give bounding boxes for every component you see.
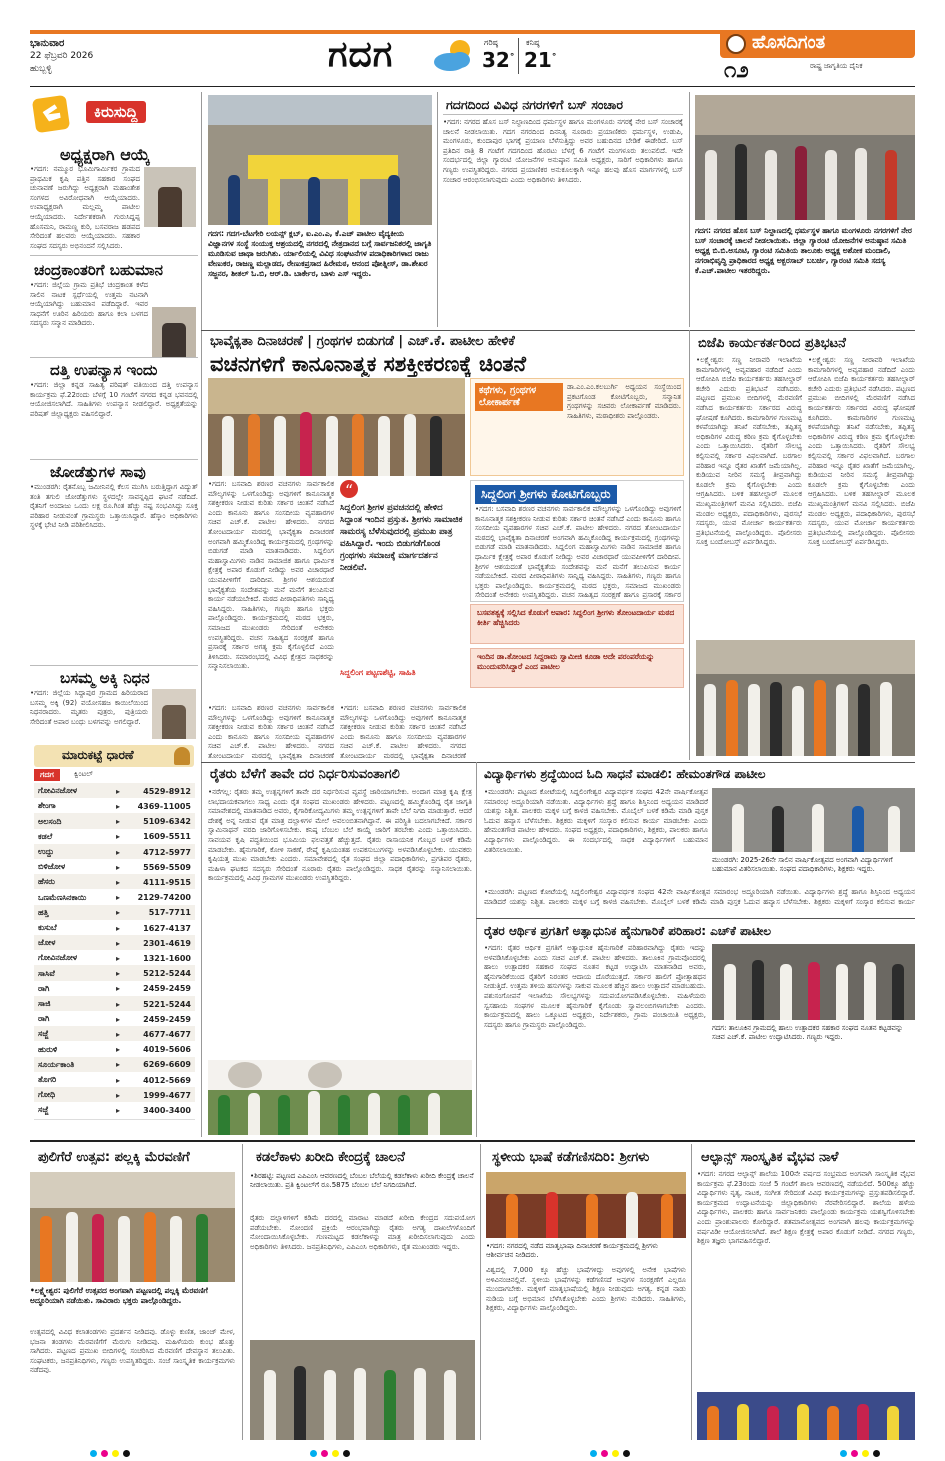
arrow-right-icon: ▸	[116, 862, 121, 872]
market-unit: ಕ್ವಿಂಟಲ್	[74, 770, 94, 778]
kirusuddi-column	[30, 95, 198, 740]
market-item-range: 517-7711	[148, 908, 191, 918]
market-item-range: 5221-5244	[143, 999, 191, 1009]
lead-body-col3: •ಗದಗ: ಬಸವಾದಿ ಶರಣರ ವಚನಗಳು ಸಾರ್ವಕಾಲಿಕ ಮೌಲ್ಯಗಳನ್ನು ಒಳಗೊಂಡಿದ್ದು ಅವುಗಳಿಗೆ ಕಾನೂನಾತ್ಮಕ ಸಶಕ್ತೀಕರಣ ನೀಡುವ ಕುರಿತು ಸರ್ಕಾರ ಚಿಂತನೆ ನಡೆಸಿದೆ ಎಂದು ಕಾನೂನು ಹಾಗೂ ಸಂಸದೀಯ ವ್ಯವಹಾರಗಳ ಸಚಿವ ಎಚ್.ಕೆ. ಪಾಟೀಲ ಹೇಳಿದರು. ನಗರದ ತೋಂಟದಾರ್ಯ ಮಠದಲ್ಲಿ ಭಾವೈಕ್ಯತಾ ದಿನಾಚರಣೆ	[340, 704, 466, 760]
masthead	[0, 0, 945, 92]
gram-purchase-photo	[250, 1340, 475, 1440]
arrow-right-icon: ▸	[116, 1045, 121, 1055]
weather-partly-cloudy-icon	[430, 36, 478, 74]
news-brief-body-5: •ಗದಗ: ಜಿಲ್ಲೆಯ ಸಿದ್ದಾಪುರ ಗ್ರಾಮದ ಹಿರಿಯರಾದ ಬಸಮ್ಮ ಅಕ್ಕಿ (92) ವಯೋಸಹಜ ಕಾಯಿಲೆಯಿಂದ ನಿಧನರಾದರು. ಮೃತರು ಪುತ್ರರು, ಪುತ್ರಿಯರು ಸೇರಿದಂತೆ ಅಪಾರ ಬಂಧು ಬಳಗವನ್ನು ಅಗಲಿದ್ದಾರೆ.	[30, 689, 148, 726]
arrow-right-icon: ▸	[116, 999, 121, 1009]
market-item-name: ಒಣಮೆಣಸಿನಕಾಯಿ	[38, 892, 87, 902]
market-rates-panel	[30, 745, 198, 1135]
arrow-right-icon: ▸	[116, 1014, 121, 1024]
market-item-name: ಸಾಜಿ	[38, 999, 51, 1009]
temp-divider	[518, 38, 519, 74]
bjp-protest-photo	[696, 640, 915, 756]
registration-marks-far-right	[840, 1442, 884, 1461]
arrow-right-icon: ▸	[116, 908, 121, 918]
bottom-story-1-headline: ಪುಲಿಗೆರೆ ಉತ್ಸವ: ಪಲ್ಲಕ್ಕಿ ಮೆರವಣಿಗೆ	[38, 1150, 190, 1165]
district-title: ಗದಗ	[328, 34, 394, 75]
market-item-name: ಸೂರ್ಯಕಾಂತಿ	[38, 1059, 75, 1069]
sub-headline: ಸಿದ್ದಲಿಂಗ ಶ್ರೀಗಳು ಕೋಟಿಗೊಬ್ಬರು	[475, 485, 617, 504]
lead-event-photo	[208, 378, 465, 476]
farmers-meeting-photo	[208, 1060, 472, 1135]
market-item-name: ತೊಗರಿ	[38, 1075, 57, 1085]
market-item-range: 4369-11005	[137, 801, 191, 811]
market-item-name: ಹತ್ತಿ	[38, 907, 49, 917]
quote-mark-icon: “	[340, 480, 358, 498]
news-brief-title-5: ಬಸಮ್ಮ ಅಕ್ಕಿ ನಿಧನ	[60, 669, 150, 687]
max-temp: 32°	[482, 48, 515, 72]
market-item-range: 4019-5606	[143, 1045, 191, 1055]
market-item-range: 1609-5511	[143, 832, 191, 842]
students-headline: ವಿದ್ಯಾರ್ಥಿಗಳು ಶ್ರದ್ಧೆಯಿಂದ ಓದಿ ಸಾಧನೆ ಮಾಡಲಿ: ಹೇಮಂತಗೌಡ ಪಾಟೀಲ	[484, 767, 766, 781]
min-temp-label: ಕನಿಷ್ಠ	[526, 38, 540, 47]
lead-bullet-1: ಬಸವತತ್ವಕ್ಕೆ ಸಲ್ಲಿಸಿದ ಕೊಡುಗೆ ಅಪಾರ: ಸಿದ್ದಲಿಂಗ ಶ್ರೀಗಳು ತೋಂಟದಾರ್ಯ ಮಠದ ಕೀರ್ತಿ ಹೆಚ್ಚಿಸಿದರು	[477, 608, 675, 627]
market-item-range: 4012-5669	[143, 1075, 191, 1085]
hand-pointing-icon	[32, 95, 70, 133]
bottom-story-3	[486, 1146, 686, 1441]
book-launch-title: ಕಥೆಗಳು, ಗ್ರಂಥಗಳ ಲೋಕಾರ್ಪಣೆ	[475, 383, 563, 411]
news-brief-body-2: •ಗದಗ: ಜಿಲ್ಲೆಯ ಗ್ರಾಮ ಪ್ರತಿಭೆ ಚಂದ್ರಕಾಂತ ಕಳೆದ ಸಾಲಿನ ನಾಟಕ ಸ್ಪರ್ಧೆಯಲ್ಲಿ ಉತ್ತಮ ನಟನಾಗಿ ಆಯ್ಕೆಯಾಗಿದ್ದು ಬಹುಮಾನ ಪಡೆದಿದ್ದಾರೆ. ಇವರ ಸಾಧನೆಗೆ ಊರಿನ ಹಿರಿಯರು ಹಾಗೂ ಕಲಾ ಬಳಗದ ಸದಸ್ಯರು ಸನ್ಮಾನ ಮಾಡಿದರು.	[30, 281, 148, 328]
bjp-headline: ಬಿಜೆಪಿ ಕಾರ್ಯಕರ್ತರಿಂದ ಪ್ರತಿಭಟನೆ	[698, 336, 846, 351]
arrow-right-icon: ▸	[116, 923, 121, 933]
lead-headline: ವಚನಗಳಿಗೆ ಕಾನೂನಾತ್ಮಕ ಸಶಕ್ತೀಕರಣಕ್ಕೆ ಚಿಂತನೆ	[210, 352, 527, 376]
market-item-name: ಬಿಳಿಜೋಳ	[38, 862, 66, 872]
arrow-right-icon: ▸	[116, 1105, 121, 1115]
max-temp-label: ಗರಿಷ್ಠ	[484, 38, 498, 47]
market-item-name: ಉದ್ದು	[38, 847, 54, 857]
arrow-right-icon: ▸	[116, 877, 121, 887]
market-place-tag: ಗದಗ	[34, 769, 60, 781]
market-item-range: 4677-4677	[143, 1029, 191, 1039]
registration-marks-mid	[310, 1442, 354, 1461]
arrow-right-icon: ▸	[116, 801, 121, 811]
portrait-photo-3	[152, 689, 196, 739]
lead-bullets-box-2	[470, 648, 684, 688]
market-row	[34, 1102, 195, 1120]
issue-place: ಹುಬ್ಬಳ್ಳಿ	[30, 64, 52, 74]
brand-logo	[720, 30, 915, 58]
sub-story-box	[470, 480, 684, 602]
market-title: ಮಾರುಕಟ್ಟೆ ಧಾರಣೆ	[62, 748, 134, 762]
portrait-photo-2	[152, 307, 196, 357]
arrow-right-icon: ▸	[116, 817, 121, 827]
market-item-range: 5109-6342	[143, 817, 191, 827]
eye-donation-rally-photo	[208, 95, 432, 225]
students-caption: ಮುಂಡರಗಿ: 2025-26ನೇ ಸಾಲಿನ ವಾರ್ಷಿಕೋತ್ಸವದ ಅಂಗವಾಗಿ ವಿದ್ಯಾರ್ಥಿಗಳಿಗೆ ಬಹುಮಾನ ವಿತರಿಸಲಾಯಿತು. ಸಂಘದ ಪದಾಧಿಕಾರಿಗಳು, ಶಿಕ್ಷಕರು ಇದ್ದರು.	[712, 856, 893, 873]
market-item-name: ಕುಸುಬೆ	[38, 923, 57, 933]
brand-tagline: ರಾಷ್ಟ್ರ ಜಾಗೃತಿಯ ದೈನಿಕ	[810, 62, 863, 70]
market-item-range: 2459-2459	[143, 984, 191, 994]
bottom-story-3-caption: •ಗದಗ: ನಗರದಲ್ಲಿ ನಡೆದ ಮಾತೃಭಾಷಾ ದಿನಾಚರಣೆ ಕಾರ್ಯಕ್ರಮದಲ್ಲಿ ಶ್ರೀಗಳು ಆಶೀರ್ವಚನ ನೀಡಿದರು.	[486, 1242, 658, 1260]
book-launch-box	[470, 378, 684, 476]
bottom-story-1-body: ಉತ್ಸವದಲ್ಲಿ ವಿವಿಧ ಕಲಾತಂಡಗಳು ಪ್ರದರ್ಶನ ನೀಡಿದವು. ಡೊಳ್ಳು ಕುಣಿತ, ಜಾಂಜ್ ಮೇಳ, ಭಜನಾ ತಂಡಗಳು ಮೆರವಣಿಗೆಗೆ ಮೆರುಗು ನೀಡಿದವು. ಮಹಿಳೆಯರು ಕುಂಭ ಹೊತ್ತು ಸಾಗಿದರು. ಪಟ್ಟಣದ ಪ್ರಮುಖ ಬೀದಿಗಳಲ್ಲಿ ಸಂಚರಿಸಿದ ಮೆರವಣಿಗೆ ದೇವಸ್ಥಾನ ತಲುಪಿತು. ಸಂಘಟಕರು, ಜನಪ್ರತಿನಿಧಿಗಳು, ಗಣ್ಯರು ಉಪಸ್ಥಿತರಿದ್ದರು. ಸಂಜೆ ಸಾಂಸ್ಕೃತಿಕ ಕಾರ್ಯಕ್ರಮಗಳು ನಡೆದವು.	[30, 1328, 235, 1375]
market-item-range: 4529-8912	[143, 786, 191, 796]
kirusuddi-header	[30, 95, 198, 135]
bottom-story-4	[697, 1146, 915, 1441]
market-item-name: ರಾಗಿ	[38, 983, 50, 993]
news-brief-title-4: ಜೋಡೆತ್ತುಗಳ ಸಾವು	[50, 463, 146, 481]
lead-bullets-box	[470, 604, 684, 644]
eye-donation-caption: ಗದಗ: ಗದಗ-ಬೆಟಗೇರಿ ಲಯನ್ಸ್ ಕ್ಲಬ್, ಐ.ಎಂ.ಎ, ಕೆ.ಎಚ್ ಪಾಟೀಲ ವೈದ್ಯಕೀಯ ವಿಜ್ಞಾನಗಳ ಸಂಸ್ಥೆ ಸಂಯುಕ್ತ ಆಶ್ರಯದಲ್ಲಿ ನಗರದಲ್ಲಿ ನೇತ್ರದಾನದ ಬಗ್ಗೆ ಸಾರ್ವಜನಿಕರಲ್ಲಿ ಜಾಗೃತಿ ಮೂಡಿಸುವ ಜಾಥಾ ಜರುಗಿತು. ರ್ಯಾಲಿಯಲ್ಲಿ ವಿವಿಧ ಸಂಘಟನೆಗಳ ಪದಾಧಿಕಾರಿಗಳಾದ ರಾಜು ವೇಣುಕರ, ರಾಜಣ್ಣ ಮಲ್ಲಾಡದ, ರೇಣುಕಪ್ರಸಾದ ಹಿರೇಮಠ, ಆನಂದ ಪೋತ್ನೀಸ್, ಡಾ.ಶೇಖರ ಸಜ್ಜನರ, ಶೀತಲ್ ಓ.ಬಿ, ಆರ್.ಡಿ. ಬಾರ್ಕೇರ, ಬಾಳು ಎಸ್ ಇದ್ದರು.	[208, 229, 432, 278]
students-body-cont: •ಮುಂಡರಗಿ: ಪಟ್ಟಣದ ಕೋಟೆಯಲ್ಲಿ ಸಿದ್ದಲಿಂಗೇಶ್ವರ ವಿದ್ಯಾವರ್ಧಕ ಸಂಘದ 42ನೇ ವಾರ್ಷಿಕೋತ್ಸವ ಸಮಾರಂಭ ಅದ್ಧೂರಿಯಾಗಿ ನಡೆಯಿತು. ವಿದ್ಯಾರ್ಥಿಗಳು ಶ್ರದ್ಧೆ ಹಾಗೂ ಶಿಸ್ತಿನಿಂದ ಅಧ್ಯಯನ ಮಾಡಿದರೆ ಯಶಸ್ಸು ನಿಶ್ಚಿತ. ಪಾಲಕರು ಮಕ್ಕಳ ಬಗ್ಗೆ ಕಾಳಜಿ ವಹಿಸಬೇಕು. ಮೊಬೈಲ್ ಬಳಕೆ ಕಡಿಮೆ ಮಾಡಿ ಪುಸ್ತಕ ಓದುವ ಹವ್ಯಾಸ ಬೆಳೆಸಬೇಕು. ಶಿಕ್ಷಕರು ಮಕ್ಕಳಿಗೆ ಸಂಸ್ಕಾರ ಕಲಿಸುವ ಕಾರ್ಯ	[484, 888, 915, 906]
lead-body-col2: •ಗದಗ: ಬಸವಾದಿ ಶರಣರ ವಚನಗಳು ಸಾರ್ವಕಾಲಿಕ ಮೌಲ್ಯಗಳನ್ನು ಒಳಗೊಂಡಿದ್ದು ಅವುಗಳಿಗೆ ಕಾನೂನಾತ್ಮಕ ಸಶಕ್ತೀಕರಣ ನೀಡುವ ಕುರಿತು ಸರ್ಕಾರ ಚಿಂತನೆ ನಡೆಸಿದೆ ಎಂದು ಕಾನೂನು ಹಾಗೂ ಸಂಸದೀಯ ವ್ಯವಹಾರಗಳ ಸಚಿವ ಎಚ್.ಕೆ. ಪಾಟೀಲ ಹೇಳಿದರು. ನಗರದ ತೋಂಟದಾರ್ಯ ಮಠದಲ್ಲಿ ಭಾವೈಕ್ಯತಾ ದಿನಾಚರಣೆ	[208, 704, 334, 760]
bus-story-headline: ಗದಗದಿಂದ ವಿವಿಧ ನಗರಗಳಿಗೆ ಬಸ್ ಸಂಚಾರ	[446, 97, 623, 112]
arrow-right-icon: ▸	[116, 1029, 121, 1039]
bottom-story-1	[30, 1146, 235, 1441]
language-day-photo	[486, 1172, 686, 1238]
market-item-range: 1999-4677	[143, 1090, 191, 1100]
dairy-body: •ಗದಗ: ರೈತರ ಆರ್ಥಿಕ ಪ್ರಗತಿಗೆ ಅತ್ಯಾಧುನಿಕ ಹೈನುಗಾರಿಕೆ ಪರಿಹಾರವಾಗಿದ್ದು ರೈತರು ಇದನ್ನು ಅಳವಡಿಸಿಕೊಳ್ಳಬೇಕು ಎಂದು ಸಚಿವ ಎಚ್.ಕೆ. ಪಾಟೀಲ ಹೇಳಿದರು. ತಾಲೂಕಿನ ಗ್ರಾಮವೊಂದರಲ್ಲಿ ಹಾಲು ಉತ್ಪಾದಕರ ಸಹಕಾರ ಸಂಘದ ನೂತನ ಕಟ್ಟಡ ಉದ್ಘಾಟಿಸಿ ಮಾತನಾಡಿದ ಅವರು, ಹೈನುಗಾರಿಕೆಯಿಂದ ರೈತರಿಗೆ ನಿರಂತರ ಆದಾಯ ದೊರೆಯುತ್ತದೆ. ಸರ್ಕಾರ ಹಾಲಿಗೆ ಪ್ರೋತ್ಸಾಹಧನ ನೀಡುತ್ತಿದೆ. ಉತ್ತಮ ತಳಿಯ ಹಸುಗಳನ್ನು ಸಾಕುವ ಮೂಲಕ ಹೆಚ್ಚಿನ ಹಾಲು ಉತ್ಪಾದನೆ ಮಾಡಬಹುದು. ಪಶುಸಂಗೋಪನೆ ಇಲಾಖೆಯ ಸೌಲಭ್ಯಗಳನ್ನು ಸದುಪಯೋಗಪಡಿಸಿಕೊಳ್ಳಬೇಕು. ಮಹಿಳೆಯರು ಸ್ವಸಹಾಯ ಸಂಘಗಳ ಮೂಲಕ ಹೈನುಗಾರಿಕೆ ಕೈಗೊಂಡು ಸ್ವಾವಲಂಬಿಗಳಾಗಬೇಕು ಎಂದರು. ಕಾರ್ಯಕ್ರಮದಲ್ಲಿ ಹಾಲು ಒಕ್ಕೂಟದ ಅಧ್ಯಕ್ಷರು, ನಿರ್ದೇಶಕರು, ಗ್ರಾಮ ಪಂಚಾಯಿತಿ ಅಧ್ಯಕ್ಷರು, ಸದಸ್ಯರು ಹಾಗೂ ಗ್ರಾಮಸ್ಥರು ಪಾಲ್ಗೊಂಡಿದ್ದರು.	[484, 944, 706, 1029]
registration-marks-right	[590, 1442, 634, 1461]
market-item-name: ಅಲಸಂದಿ	[38, 816, 62, 826]
dairy-caption: ಗದಗ: ತಾಲೂಕಿನ ಗ್ರಾಮದಲ್ಲಿ ಹಾಲು ಉತ್ಪಾದಕರ ಸಹಕಾರ ಸಂಘದ ನೂತನ ಕಟ್ಟಡವನ್ನು ಸಚಿವ ಎಚ್.ಕೆ. ಪಾಟೀಲ ಉದ್ಘಾಟಿಸಿದರು. ಗಣ್ಯರು ಇದ್ದರು.	[712, 1024, 903, 1042]
market-item-range: 2129-74200	[137, 893, 191, 903]
arrow-right-icon: ▸	[116, 969, 121, 979]
dairy-headline: ರೈತರ ಆರ್ಥಿಕ ಪ್ರಗತಿಗೆ ಅತ್ಯಾಧುನಿಕ ಹೈನುಗಾರಿಕೆ ಪರಿಹಾರ: ಎಚ್‌ಕೆ ಪಾಟೀಲ	[484, 924, 772, 938]
market-item-range: 5212-5244	[143, 969, 191, 979]
market-header	[34, 745, 194, 767]
market-item-name: ಸಜ್ಜೆ	[38, 1105, 49, 1115]
bottom-story-2-headline: ಕಡಲೆಕಾಳು ಖರೀದಿ ಕೇಂದ್ರಕ್ಕೆ ಚಾಲನೆ	[256, 1150, 405, 1165]
sub-story-body: •ಗದಗ: ಬಸವಾದಿ ಶರಣರ ವಚನಗಳು ಸಾರ್ವಕಾಲಿಕ ಮೌಲ್ಯಗಳನ್ನು ಒಳಗೊಂಡಿದ್ದು ಅವುಗಳಿಗೆ ಕಾನೂನಾತ್ಮಕ ಸಶಕ್ತೀಕರಣ ನೀಡುವ ಕುರಿತು ಸರ್ಕಾರ ಚಿಂತನೆ ನಡೆಸಿದೆ ಎಂದು ಕಾನೂನು ಹಾಗೂ ಸಂಸದೀಯ ವ್ಯವಹಾರಗಳ ಸಚಿವ ಎಚ್.ಕೆ. ಪಾಟೀಲ ಹೇಳಿದರು. ನಗರದ ತೋಂಟದಾರ್ಯ ಮಠದಲ್ಲಿ ಭಾವೈಕ್ಯತಾ ದಿನಾಚರಣೆ ಅಂಗವಾಗಿ ಹಮ್ಮಿಕೊಂಡಿದ್ದ ಕಾರ್ಯಕ್ರಮದಲ್ಲಿ ಗ್ರಂಥಗಳನ್ನು ಬಿಡುಗಡೆ ಮಾಡಿ ಮಾತನಾಡಿದರು. ಸಿದ್ದಲಿಂಗ ಮಹಾಸ್ವಾಮಿಗಳು ನಾಡಿನ ಸಾಮಾಜಿಕ ಹಾಗೂ ಧಾರ್ಮಿಕ ಕ್ಷೇತ್ರಕ್ಕೆ ಅಪಾರ ಕೊಡುಗೆ ನೀಡಿದ್ದು ಅವರ ವಿಚಾರಧಾರೆ ಯುವಪೀಳಿಗೆಗೆ ದಾರಿದೀಪ. ಶ್ರೀಗಳ ಆಶಯದಂತೆ ಭಾವೈಕ್ಯತೆಯ ಸಂದೇಶವನ್ನು ಮನೆ ಮನೆಗೆ ತಲುಪಿಸುವ ಕಾರ್ಯ ನಡೆಯಬೇಕಿದೆ. ಮಠದ ಪೀಠಾಧಿಪತಿಗಳು ಸಾನ್ನಿಧ್ಯ ವಹಿಸಿದ್ದರು. ಸಾಹಿತಿಗಳು, ಗಣ್ಯರು ಹಾಗೂ ಭಕ್ತರು ಪಾಲ್ಗೊಂಡಿದ್ದರು. ಕಾರ್ಯಕ್ರಮದಲ್ಲಿ ಮಠದ ಭಕ್ತರು, ಸಮಾಜದ ಮುಖಂಡರು ಸೇರಿದಂತೆ ಅನೇಕರು ಉಪಸ್ಥಿತರಿದ್ದರು. ವಚನ ಸಾಹಿತ್ಯದ ಸಂರಕ್ಷಣೆ ಹಾಗೂ ಪ್ರಸಾರಕ್ಕೆ ಸರ್ಕಾರ	[475, 505, 681, 599]
farmers-body: •ನರೆಗಲ್ಲ: ರೈತರು ತಮ್ಮ ಉತ್ಪನ್ನಗಳಿಗೆ ತಾವೇ ದರ ನಿರ್ಧರಿಸುವ ವ್ಯವಸ್ಥೆ ಜಾರಿಯಾಗಬೇಕು. ಅಂದಾಗ ಮಾತ್ರ ಕೃಷಿ ಕ್ಷೇತ್ರ ಲಾಭದಾಯಕವಾಗಲು ಸಾಧ್ಯ ಎಂದು ರೈತ ಸಂಘದ ಮುಖಂಡರು ಹೇಳಿದರು. ಪಟ್ಟಣದಲ್ಲಿ ಹಮ್ಮಿಕೊಂಡಿದ್ದ ರೈತ ಜಾಗೃತಿ ಸಮಾವೇಶದಲ್ಲಿ ಮಾತನಾಡಿದ ಅವರು, ಕೈಗಾರಿಕೋದ್ಯಮಿಗಳು ತಮ್ಮ ಉತ್ಪನ್ನಗಳಿಗೆ ತಾವೇ ಬೆಲೆ ನಿಗದಿ ಮಾಡುತ್ತಾರೆ. ಆದರೆ ದೇಶಕ್ಕೆ ಅನ್ನ ನೀಡುವ ರೈತ ಮಾತ್ರ ದಲ್ಲಾಳಿಗಳ ಮೇಲೆ ಅವಲಂಬಿತನಾಗಿದ್ದಾನೆ. ಈ ಪರಿಸ್ಥಿತಿ ಬದಲಾಗಬೇಕಿದೆ. ಸರ್ಕಾರ ಸ್ವಾಮಿನಾಥನ್ ವರದಿ ಜಾರಿಗೊಳಿಸಬೇಕು. ಕನಿಷ್ಠ ಬೆಂಬಲ ಬೆಲೆ ಕಾಯ್ದೆ ಜಾರಿಗೆ ತರಬೇಕು ಎಂದು ಒತ್ತಾಯಿಸಿದರು. ಸಾವಯವ ಕೃಷಿ ಪದ್ಧತಿಯಿಂದ ಭೂಮಿಯ ಫಲವತ್ತತೆ ಹೆಚ್ಚುತ್ತದೆ. ರೈತರು ರಾಸಾಯನಿಕ ಗೊಬ್ಬರ ಬಳಕೆ ಕಡಿಮೆ ಮಾಡಬೇಕು. ಹೈನುಗಾರಿಕೆ, ಕೋಳಿ ಸಾಕಣೆ, ರೇಷ್ಮೆ ಕೃಷಿಯಂತಹ ಉಪಕಸುಬುಗಳನ್ನು ಅಳವಡಿಸಿಕೊಳ್ಳಬೇಕು. ಯುವಕರು ಕೃಷಿಯತ್ತ ಮುಖ ಮಾಡಬೇಕು ಎಂದರು. ಸಮಾವೇಶದಲ್ಲಿ ರೈತ ಸಂಘದ ಜಿಲ್ಲಾ ಪದಾಧಿಕಾರಿಗಳು, ಪ್ರಗತಿಪರ ರೈತರು, ಮಹಿಳಾ ಘಟಕದ ಸದಸ್ಯರು ಸೇರಿದಂತೆ ನೂರಾರು ರೈತರು ಪಾಲ್ಗೊಂಡಿದ್ದರು. ಸಾಧಕ ರೈತರನ್ನು ಸನ್ಮಾನಿಸಲಾಯಿತು. ಕಾರ್ಯಕ್ರಮದಲ್ಲಿ ವಿವಿಧ ಗ್ರಾಮಗಳ ಮುಖಂಡರು ಉಪಸ್ಥಿತರಿದ್ದರು.	[208, 788, 472, 883]
market-table	[0, 783, 200, 1173]
arrow-right-icon: ▸	[116, 847, 121, 857]
registration-marks-left	[90, 1442, 134, 1461]
lead-bullet-2: ಇಂದಿನ ಡಾ.ತೋಂಟದ ಸಿದ್ದರಾಮ ಸ್ವಾಮೀಜಿ ಕೂಡಾ ಅದೇ ಪರಂಪರೆಯನ್ನು ಮುಂದುವರಿಸಿದ್ದಾರೆ ಎಂದ ಪಾಟೀಲ	[477, 652, 655, 671]
palanquin-procession-photo	[30, 1172, 235, 1282]
book-launch-body: ಡಾ.ಎಂ.ಎಂ.ಕಲಬುರ್ಗಿ ಅಧ್ಯಯನ ಸಂಸ್ಥೆಯಿಂದ ಪ್ರಕಟಗೊಂಡ ಕೋಟಿಗೊಬ್ಬರು, ಸನ್ಮಾನಿತ ಗ್ರಂಥಗಳನ್ನು ಸಚಿವರು ಲೋಕಾರ್ಪಣೆ ಮಾಡಿದರು. ಸಾಹಿತಿಗಳು, ಮಠಾಧೀಶರು ಪಾಲ್ಗೊಂಡರು.	[567, 383, 681, 420]
min-temp: 21°	[524, 48, 557, 72]
students-award-photo	[712, 788, 915, 852]
arrow-right-icon: ▸	[116, 938, 121, 948]
bus-launch-photo	[695, 95, 915, 220]
market-item-name: ರಾಗಿ	[38, 1014, 50, 1024]
bjp-body-col1: •ಲಕ್ಷ್ಮೇಶ್ವರ: ಸಣ್ಣ ನೀರಾವರಿ ಇಲಾಖೆಯ ಕಾಮಗಾರಿಗಳಲ್ಲಿ ಅವ್ಯವಹಾರ ನಡೆದಿದೆ ಎಂದು ಆರೋಪಿಸಿ ಬಿಜೆಪಿ ಕಾರ್ಯಕರ್ತರು ತಹಸೀಲ್ದಾರ್ ಕಚೇರಿ ಎದುರು ಪ್ರತಿಭಟನೆ ನಡೆಸಿದರು. ಪಟ್ಟಣದ ಪ್ರಮುಖ ಬೀದಿಗಳಲ್ಲಿ ಮೆರವಣಿಗೆ ನಡೆಸಿದ ಕಾರ್ಯಕರ್ತರು ಸರ್ಕಾರದ ವಿರುದ್ಧ ಘೋಷಣೆ ಕೂಗಿದರು. ಕಾಮಗಾರಿಗಳ ಗುಣಮಟ್ಟ ಕಳಪೆಯಾಗಿದ್ದು ತನಿಖೆ ನಡೆಸಬೇಕು, ತಪ್ಪಿತಸ್ಥ ಅಧಿಕಾರಿಗಳ ವಿರುದ್ಧ ಕಠಿಣ ಕ್ರಮ ಕೈಗೊಳ್ಳಬೇಕು ಎಂದು ಒತ್ತಾಯಿಸಿದರು. ರೈತರಿಗೆ ಸೌಲಭ್ಯ ಕಲ್ಪಿಸುವಲ್ಲಿ ಸರ್ಕಾರ ವಿಫಲವಾಗಿದೆ. ಬರಗಾಲ ಪರಿಹಾರ ಇನ್ನೂ ರೈತರ ಖಾತೆಗೆ ಜಮೆಯಾಗಿಲ್ಲ. ಕುಡಿಯುವ ನೀರಿನ ಸಮಸ್ಯೆ ತೀವ್ರವಾಗಿದ್ದು ಕೂಡಲೇ ಕ್ರಮ ಕೈಗೊಳ್ಳಬೇಕು ಎಂದು ಆಗ್ರಹಿಸಿದರು. ಬಳಿಕ ತಹಸೀಲ್ದಾರ್ ಮೂಲಕ ಮುಖ್ಯಮಂತ್ರಿಗಳಿಗೆ ಮನವಿ ಸಲ್ಲಿಸಿದರು. ಬಿಜೆಪಿ ಮಂಡಲ ಅಧ್ಯಕ್ಷರು, ಪದಾಧಿಕಾರಿಗಳು, ಪುರಸಭೆ ಸದಸ್ಯರು, ಯುವ ಮೋರ್ಚಾ ಕಾರ್ಯಕರ್ತರು ಪ್ರತಿಭಟನೆಯಲ್ಲಿ ಪಾಲ್ಗೊಂಡಿದ್ದರು. ಪೊಲೀಸರು ಸೂಕ್ತ ಬಂದೋಬಸ್ತ್ ಏರ್ಪಡಿಸಿದ್ದರು.	[696, 356, 802, 547]
market-item-range: 6269-6609	[143, 1060, 191, 1070]
issue-day: ಭಾನುವಾರ	[30, 38, 65, 49]
news-brief-body-1: •ಗದಗ: ನಮ್ಮೂರ ಭೂಮಿಗಾರ್ಮಿಕರ ಗ್ರಾಮದ ಪ್ರಾಥಮಿಕ ಕೃಷಿ ಪತ್ತಿನ ಸಹಕಾರ ಸಂಘದ ಚುನಾವಣೆ ಜರುಗಿದ್ದು ಅಧ್ಯಕ್ಷರಾಗಿ ಮಹಾಂತೇಶ ಸಂಗಳದ ಅವಿರೋಧವಾಗಿ ಆಯ್ಕೆಯಾದರು. ಉಪಾಧ್ಯಕ್ಷರಾಗಿ ಮಲ್ಲಮ್ಮ ಪಾಟೀಲ ಆಯ್ಕೆಯಾದರು. ನಿರ್ದೇಶಕರಾಗಿ ಗುರುಸಿದ್ದಪ್ಪ ಹೊಸಮನಿ, ರಾಮಣ್ಣ ಕುರಿ, ಬಸವರಾಜ ಹಡಪದ ಸೇರಿದಂತೆ ಹಲವರು ಆಯ್ಕೆಯಾದರು. ಸಹಕಾರ ಸಂಘದ ಸದಸ್ಯರು ಅಭಿನಂದನೆ ಸಲ್ಲಿಸಿದರು.	[30, 165, 140, 250]
brand-name: ಹೊಸದಿಗಂತ	[752, 32, 826, 53]
pull-quote-text: ಸಿದ್ದಲಿಂಗ ಶ್ರೀಗಳ ಪ್ರವಚನದಲ್ಲಿ ಹೇಳಿದ ಸಿದ್ದಾಂತ ಇಂದಿನ ಪ್ರಸ್ತುತ. ಶ್ರೀಗಳು ಸಾಮಾಜಿಕ ಸಾಮರಸ್ಯ ಬೆಳೆಸುವುದರಲ್ಲಿ ಪ್ರಮುಖ ಪಾತ್ರ ವಹಿಸಿದ್ದಾರೆ. ಇಂದು ಬಿಡುಗಡೆಗೊಂಡ ಗ್ರಂಥಗಳು ಸಮಾಜಕ್ಕೆ ಮಾರ್ಗದರ್ಶನ ನೀಡಲಿವೆ.	[340, 503, 463, 573]
market-item-name: ಗೋಧಿ	[38, 1090, 56, 1100]
news-brief-body-3: •ಗದಗ: ಜಿಲ್ಲಾ ಕನ್ನಡ ಸಾಹಿತ್ಯ ಪರಿಷತ್ ವತಿಯಿಂದ ದತ್ತಿ ಉಪನ್ಯಾಸ ಕಾರ್ಯಕ್ರಮ ಫೆ.22ರಂದು ಬೆಳಗ್ಗೆ 10 ಗಂಟೆಗೆ ನಗರದ ಕನ್ನಡ ಭವನದಲ್ಲಿ ಆಯೋಜಿಸಲಾಗಿದೆ. ಸಾಹಿತಿಗಳು ಉಪನ್ಯಾಸ ನೀಡಲಿದ್ದಾರೆ. ಅಧ್ಯಕ್ಷತೆಯನ್ನು ಪರಿಷತ್ ಜಿಲ್ಲಾಧ್ಯಕ್ಷರು ವಹಿಸಲಿದ್ದಾರೆ.	[30, 381, 198, 418]
pull-quote	[340, 480, 466, 700]
bus-launch-caption: ಗದಗ: ನಗರದ ಹೊಸ ಬಸ್ ನಿಲ್ದಾಣದಲ್ಲಿ ಧರ್ಮಸ್ಥಳ ಹಾಗೂ ಮಂಗಳೂರು ನಗರಗಳಿಗೆ ನೇರ ಬಸ್ ಸಂಚಾರಕ್ಕೆ ಚಾಲನೆ ನೀಡಲಾಯಿತು. ಜಿಲ್ಲಾ ಗ್ಯಾರಂಟಿ ಯೋಜನೆಗಳ ಅನುಷ್ಠಾನ ಸಮಿತಿ ಅಧ್ಯಕ್ಷ ಬಿ.ಬಿ.ಅಸೂಟಿ, ಗ್ಯಾರಂಟಿ ಸಮಿತಿಯ ತಾಲೂಕು ಅಧ್ಯಕ್ಷ ಅಶೋಕ ಮಂದಾಲಿ, ನಗರಾಭಿವೃದ್ಧಿ ಪ್ರಾಧಿಕಾರದ ಅಧ್ಯಕ್ಷ ಅಕ್ಬರಸಾಬ್ ಬಬರ್ಚಿ, ಗ್ಯಾರಂಟಿ ಸಮಿತಿ ಸದಸ್ಯ ಕೆ.ಎಚ್.ಪಾಟೀಲ ಇತರರಿದ್ದರು.	[695, 226, 912, 275]
arrow-right-icon: ▸	[116, 832, 121, 842]
market-item-range: 3400-3400	[143, 1105, 191, 1115]
brand-emblem-icon	[726, 34, 746, 54]
market-item-range: 4712-5977	[143, 847, 191, 857]
portrait-photo-1	[144, 167, 196, 227]
market-item-range: 5569-5509	[143, 862, 191, 872]
market-item-name: ಗೋವಿನಜೋಳ	[38, 786, 78, 796]
bottom-story-4-body: •ಗದಗ: ನಗರದ ಆಲ್ಫಾನ್ಸ್ ಶಾಲೆಯ 100ನೇ ವರ್ಷದ ಸಂಭ್ರಮದ ಅಂಗವಾಗಿ ಸಾಂಸ್ಕೃತಿಕ ವೈಭವ ಕಾರ್ಯಕ್ರಮ ಫೆ.23ರಂದು ಸಂಜೆ 5 ಗಂಟೆಗೆ ಶಾಲಾ ಆವರಣದಲ್ಲಿ ನಡೆಯಲಿದೆ. 500ಕ್ಕೂ ಹೆಚ್ಚು ವಿದ್ಯಾರ್ಥಿಗಳು ನೃತ್ಯ, ನಾಟಕ, ಸಂಗೀತ ಸೇರಿದಂತೆ ವಿವಿಧ ಕಾರ್ಯಕ್ರಮಗಳನ್ನು ಪ್ರಸ್ತುತಪಡಿಸಲಿದ್ದಾರೆ. ಕಾರ್ಯಕ್ರಮದ ಉದ್ಘಾಟನೆಯನ್ನು ಜಿಲ್ಲಾಧಿಕಾರಿಗಳು ನೆರವೇರಿಸಲಿದ್ದಾರೆ. ಶಾಲೆಯ ಹಳೆಯ ವಿದ್ಯಾರ್ಥಿಗಳು, ಪಾಲಕರು ಹಾಗೂ ಸಾರ್ವಜನಿಕರು ಪಾಲ್ಗೊಂಡು ಕಾರ್ಯಕ್ರಮ ಯಶಸ್ವಿಗೊಳಿಸಬೇಕು ಎಂದು ಪ್ರಾಂಶುಪಾಲರು ಕೋರಿದ್ದಾರೆ. ಶತಮಾನೋತ್ಸವದ ಅಂಗವಾಗಿ ಹಲವು ಕಾರ್ಯಕ್ರಮಗಳನ್ನು ವರ್ಷವಿಡೀ ಆಯೋಜಿಸಲಾಗಿದೆ. ಶಾಲೆ ಶಿಕ್ಷಣ ಕ್ಷೇತ್ರಕ್ಕೆ ಅಪಾರ ಕೊಡುಗೆ ನೀಡಿದೆ. ನಗರದ ಗಣ್ಯರು, ಶಿಕ್ಷಣ ತಜ್ಞರು ಭಾಗವಹಿಸಲಿದ್ದಾರೆ.	[697, 1170, 915, 1246]
market-item-name: ಸಾಸಿವೆ	[38, 968, 55, 978]
dairy-inauguration-photo	[712, 944, 915, 1020]
lead-body-col1: •ಗದಗ: ಬಸವಾದಿ ಶರಣರ ವಚನಗಳು ಸಾರ್ವಕಾಲಿಕ ಮೌಲ್ಯಗಳನ್ನು ಒಳಗೊಂಡಿದ್ದು ಅವುಗಳಿಗೆ ಕಾನೂನಾತ್ಮಕ ಸಶಕ್ತೀಕರಣ ನೀಡುವ ಕುರಿತು ಸರ್ಕಾರ ಚಿಂತನೆ ನಡೆಸಿದೆ ಎಂದು ಕಾನೂನು ಹಾಗೂ ಸಂಸದೀಯ ವ್ಯವಹಾರಗಳ ಸಚಿವ ಎಚ್.ಕೆ. ಪಾಟೀಲ ಹೇಳಿದರು. ನಗರದ ತೋಂಟದಾರ್ಯ ಮಠದಲ್ಲಿ ಭಾವೈಕ್ಯತಾ ದಿನಾಚರಣೆ ಅಂಗವಾಗಿ ಹಮ್ಮಿಕೊಂಡಿದ್ದ ಕಾರ್ಯಕ್ರಮದಲ್ಲಿ ಗ್ರಂಥಗಳನ್ನು ಬಿಡುಗಡೆ ಮಾಡಿ ಮಾತನಾಡಿದರು. ಸಿದ್ದಲಿಂಗ ಮಹಾಸ್ವಾಮಿಗಳು ನಾಡಿನ ಸಾಮಾಜಿಕ ಹಾಗೂ ಧಾರ್ಮಿಕ ಕ್ಷೇತ್ರಕ್ಕೆ ಅಪಾರ ಕೊಡುಗೆ ನೀಡಿದ್ದು ಅವರ ವಿಚಾರಧಾರೆ ಯುವಪೀಳಿಗೆಗೆ ದಾರಿದೀಪ. ಶ್ರೀಗಳ ಆಶಯದಂತೆ ಭಾವೈಕ್ಯತೆಯ ಸಂದೇಶವನ್ನು ಮನೆ ಮನೆಗೆ ತಲುಪಿಸುವ ಕಾರ್ಯ ನಡೆಯಬೇಕಿದೆ. ಮಠದ ಪೀಠಾಧಿಪತಿಗಳು ಸಾನ್ನಿಧ್ಯ ವಹಿಸಿದ್ದರು. ಸಾಹಿತಿಗಳು, ಗಣ್ಯರು ಹಾಗೂ ಭಕ್ತರು ಪಾಲ್ಗೊಂಡಿದ್ದರು. ಕಾರ್ಯಕ್ರಮದಲ್ಲಿ ಮಠದ ಭಕ್ತರು, ಸಮಾಜದ ಮುಖಂಡರು ಸೇರಿದಂತೆ ಅನೇಕರು ಉಪಸ್ಥಿತರಿದ್ದರು. ವಚನ ಸಾಹಿತ್ಯದ ಸಂರಕ್ಷಣೆ ಹಾಗೂ ಪ್ರಸಾರಕ್ಕೆ ಸರ್ಕಾರ ಅಗತ್ಯ ಕ್ರಮ ಕೈಗೊಳ್ಳಲಿದೆ ಎಂದು ತಿಳಿಸಿದರು. ಸಮಾರಂಭದಲ್ಲಿ ವಿವಿಧ ಕ್ಷೇತ್ರದ ಸಾಧಕರನ್ನು ಸನ್ಮಾನಿಸಲಾಯಿತು.	[208, 480, 334, 671]
news-brief-title-3: ದತ್ತಿ ಉಪನ್ಯಾಸ ಇಂದು	[50, 361, 158, 379]
market-item-name: ಶೇಂಗಾ	[38, 801, 56, 811]
arrow-right-icon: ▸	[116, 953, 121, 963]
cultural-event-photo	[697, 1392, 915, 1440]
news-brief-title-2: ಚಂದ್ರಕಾಂತರಿಗೆ ಬಹುಮಾನ	[34, 261, 163, 279]
market-item-range: 4111-9515	[143, 877, 191, 887]
bus-story-body: •ಗದಗ: ನಗರದ ಹೊಸ ಬಸ್ ನಿಲ್ದಾಣದಿಂದ ಧರ್ಮಸ್ಥಳ ಹಾಗೂ ಮಂಗಳೂರು ನಗರಕ್ಕೆ ನೇರ ಬಸ್ ಸಂಚಾರಕ್ಕೆ ಚಾಲನೆ ನೀಡಲಾಯಿತು. ಗದಗ ನಗರದಿಂದ ದಿನನಿತ್ಯ ನೂರಾರು ಪ್ರಯಾಣಿಕರು ಧರ್ಮಸ್ಥಳ, ಉಡುಪಿ, ಮಂಗಳೂರು, ಕುಂದಾಪುರ ಭಾಗಕ್ಕೆ ಪ್ರಯಾಣ ಬೆಳೆಸುತ್ತಿದ್ದು ಅವರ ಬಹುದಿನದ ಬೇಡಿಕೆ ಈಡೇರಿದೆ. ಬಸ್ ಪ್ರತಿದಿನ ರಾತ್ರಿ 8 ಗಂಟೆಗೆ ಗದಗದಿಂದ ಹೊರಟು ಬೆಳಗ್ಗೆ 6 ಗಂಟೆಗೆ ಮಂಗಳೂರು ತಲುಪಲಿದೆ. ಇದೇ ಸಂದರ್ಭದಲ್ಲಿ ಜಿಲ್ಲಾ ಗ್ಯಾರಂಟಿ ಯೋಜನೆಗಳ ಅನುಷ್ಠಾನ ಸಮಿತಿ ಅಧ್ಯಕ್ಷರು, ಸಾರಿಗೆ ಅಧಿಕಾರಿಗಳು ಹಾಗೂ ಗಣ್ಯರು ಉಪಸ್ಥಿತರಿದ್ದರು. ನಗರದ ಪ್ರಯಾಣಿಕರ ಅನುಕೂಲಕ್ಕಾಗಿ ಇನ್ನೂ ಹಲವು ಹೊಸ ಮಾರ್ಗಗಳಲ್ಲಿ ಬಸ್ ಸಂಚಾರ ಆರಂಭಿಸಲಾಗುವುದು ಎಂದು ಅಧಿಕಾರಿಗಳು ತಿಳಿಸಿದರು.	[443, 118, 683, 184]
lead-kicker: ಭಾವೈಕ್ಯತಾ ದಿನಾಚರಣೆ | ಗ್ರಂಥಗಳ ಬಿಡುಗಡೆ | ಎಚ್.ಕೆ. ಪಾಟೀಲ ಹೇಳಿಕೆ	[210, 334, 515, 349]
students-body: •ಮುಂಡರಗಿ: ಪಟ್ಟಣದ ಕೋಟೆಯಲ್ಲಿ ಸಿದ್ದಲಿಂಗೇಶ್ವರ ವಿದ್ಯಾವರ್ಧಕ ಸಂಘದ 42ನೇ ವಾರ್ಷಿಕೋತ್ಸವ ಸಮಾರಂಭ ಅದ್ಧೂರಿಯಾಗಿ ನಡೆಯಿತು. ವಿದ್ಯಾರ್ಥಿಗಳು ಶ್ರದ್ಧೆ ಹಾಗೂ ಶಿಸ್ತಿನಿಂದ ಅಧ್ಯಯನ ಮಾಡಿದರೆ ಯಶಸ್ಸು ನಿಶ್ಚಿತ. ಪಾಲಕರು ಮಕ್ಕಳ ಬಗ್ಗೆ ಕಾಳಜಿ ವಹಿಸಬೇಕು. ಮೊಬೈಲ್ ಬಳಕೆ ಕಡಿಮೆ ಮಾಡಿ ಪುಸ್ತಕ ಓದುವ ಹವ್ಯಾಸ ಬೆಳೆಸಬೇಕು. ಶಿಕ್ಷಕರು ಮಕ್ಕಳಿಗೆ ಸಂಸ್ಕಾರ ಕಲಿಸುವ ಕಾರ್ಯ ಮಾಡಬೇಕು ಎಂದು ಹೇಮಂತಗೌಡ ಪಾಟೀಲ ಹೇಳಿದರು. ಸಂಘದ ಅಧ್ಯಕ್ಷರು, ಪದಾಧಿಕಾರಿಗಳು, ಶಿಕ್ಷಕರು, ಪಾಲಕರು ಹಾಗೂ ವಿದ್ಯಾರ್ಥಿಗಳು ಪಾಲ್ಗೊಂಡಿದ್ದರು. ಈ ಸಂದರ್ಭದಲ್ಲಿ ಸಾಧಕ ವಿದ್ಯಾರ್ಥಿಗಳಿಗೆ ಬಹುಮಾನ ವಿತರಿಸಲಾಯಿತು.	[484, 788, 708, 854]
arrow-right-icon: ▸	[116, 1060, 121, 1070]
market-item-name: ಹೆಸರು	[38, 877, 55, 887]
bottom-story-2-caption: •ಶಿರಹಟ್ಟಿ: ಪಟ್ಟಣದ ಎಪಿಎಂಸಿ ಆವರಣದಲ್ಲಿ ಬೆಂಬಲ ಬೆಲೆಯಲ್ಲಿ ಕಡಲೆಕಾಳು ಖರೀದಿ ಕೇಂದ್ರಕ್ಕೆ ಚಾಲನೆ ನೀಡಲಾಯಿತು. ಪ್ರತಿ ಕ್ವಿಂಟಲ್‌ಗೆ ರೂ.5875 ಬೆಂಬಲ ಬೆಲೆ ನಿಗದಿಯಾಗಿದೆ.	[250, 1172, 474, 1190]
arrow-right-icon: ▸	[116, 984, 121, 994]
market-item-range: 2459-2459	[143, 1014, 191, 1024]
arrow-right-icon: ▸	[116, 893, 121, 903]
pull-quote-author: ಸಿದ್ದಲಿಂಗ ಪಟ್ಟಣಶೆಟ್ಟಿ, ಸಾಹಿತಿ	[340, 668, 416, 677]
bottom-story-4-headline: ಆಲ್ಫಾನ್ಸ್ ಸಾಂಸ್ಕೃತಿಕ ವೈಭವ ನಾಳೆ	[701, 1150, 839, 1165]
market-item-name: ಸಜ್ಜೆ	[38, 1029, 49, 1039]
market-item-range: 2301-4619	[143, 938, 191, 948]
bottom-story-2-body: ರೈತರು ದಲ್ಲಾಳಿಗಳಿಗೆ ಕಡಿಮೆ ದರದಲ್ಲಿ ಮಾರಾಟ ಮಾಡದೆ ಖರೀದಿ ಕೇಂದ್ರದ ಸದುಪಯೋಗ ಪಡೆಯಬೇಕು. ನೋಂದಣಿ ಪ್ರಕ್ರಿಯೆ ಆರಂಭವಾಗಿದ್ದು ರೈತರು ಅಗತ್ಯ ದಾಖಲೆಗಳೊಂದಿಗೆ ನೋಂದಾಯಿಸಿಕೊಳ್ಳಬೇಕು. ಗುಣಮಟ್ಟದ ಕಡಲೆಕಾಳನ್ನು ಮಾತ್ರ ಖರೀದಿಸಲಾಗುವುದು ಎಂದು ಅಧಿಕಾರಿಗಳು ತಿಳಿಸಿದರು. ಜನಪ್ರತಿನಿಧಿಗಳು, ಎಪಿಎಂಸಿ ಅಧಿಕಾರಿಗಳು, ರೈತ ಮುಖಂಡರು ಇದ್ದರು.	[250, 1214, 475, 1251]
wheat-icon	[174, 747, 190, 765]
bjp-body-col2: •ಲಕ್ಷ್ಮೇಶ್ವರ: ಸಣ್ಣ ನೀರಾವರಿ ಇಲಾಖೆಯ ಕಾಮಗಾರಿಗಳಲ್ಲಿ ಅವ್ಯವಹಾರ ನಡೆದಿದೆ ಎಂದು ಆರೋಪಿಸಿ ಬಿಜೆಪಿ ಕಾರ್ಯಕರ್ತರು ತಹಸೀಲ್ದಾರ್ ಕಚೇರಿ ಎದುರು ಪ್ರತಿಭಟನೆ ನಡೆಸಿದರು. ಪಟ್ಟಣದ ಪ್ರಮುಖ ಬೀದಿಗಳಲ್ಲಿ ಮೆರವಣಿಗೆ ನಡೆಸಿದ ಕಾರ್ಯಕರ್ತರು ಸರ್ಕಾರದ ವಿರುದ್ಧ ಘೋಷಣೆ ಕೂಗಿದರು. ಕಾಮಗಾರಿಗಳ ಗುಣಮಟ್ಟ ಕಳಪೆಯಾಗಿದ್ದು ತನಿಖೆ ನಡೆಸಬೇಕು, ತಪ್ಪಿತಸ್ಥ ಅಧಿಕಾರಿಗಳ ವಿರುದ್ಧ ಕಠಿಣ ಕ್ರಮ ಕೈಗೊಳ್ಳಬೇಕು ಎಂದು ಒತ್ತಾಯಿಸಿದರು. ರೈತರಿಗೆ ಸೌಲಭ್ಯ ಕಲ್ಪಿಸುವಲ್ಲಿ ಸರ್ಕಾರ ವಿಫಲವಾಗಿದೆ. ಬರಗಾಲ ಪರಿಹಾರ ಇನ್ನೂ ರೈತರ ಖಾತೆಗೆ ಜಮೆಯಾಗಿಲ್ಲ. ಕುಡಿಯುವ ನೀರಿನ ಸಮಸ್ಯೆ ತೀವ್ರವಾಗಿದ್ದು ಕೂಡಲೇ ಕ್ರಮ ಕೈಗೊಳ್ಳಬೇಕು ಎಂದು ಆಗ್ರಹಿಸಿದರು. ಬಳಿಕ ತಹಸೀಲ್ದಾರ್ ಮೂಲಕ ಮುಖ್ಯಮಂತ್ರಿಗಳಿಗೆ ಮನವಿ ಸಲ್ಲಿಸಿದರು. ಬಿಜೆಪಿ ಮಂಡಲ ಅಧ್ಯಕ್ಷರು, ಪದಾಧಿಕಾರಿಗಳು, ಪುರಸಭೆ ಸದಸ್ಯರು, ಯುವ ಮೋರ್ಚಾ ಕಾರ್ಯಕರ್ತರು ಪ್ರತಿಭಟನೆಯಲ್ಲಿ ಪಾಲ್ಗೊಂಡಿದ್ದರು. ಪೊಲೀಸರು ಸೂಕ್ತ ಬಂದೋಬಸ್ತ್ ಏರ್ಪಡಿಸಿದ್ದರು.	[808, 356, 915, 547]
market-item-range: 1321-1600	[143, 953, 191, 963]
market-item-name: ಹುರುಳಿ	[38, 1044, 58, 1054]
bottom-story-2	[250, 1146, 475, 1441]
arrow-right-icon: ▸	[116, 1090, 121, 1100]
farmers-headline: ರೈತರು ಬೆಳೆಗೆ ತಾವೇ ದರ ನಿರ್ಧರಿಸುವಂತಾಗಲಿ	[210, 767, 400, 782]
market-item-name: ಗೋವಿನಜೋಳ	[38, 953, 78, 963]
market-item-name: ಜೋಳ	[38, 938, 56, 948]
news-brief-title-1: ಅಧ್ಯಕ್ಷರಾಗಿ ಆಯ್ಕೆ	[60, 145, 151, 164]
bottom-story-3-body: ವಿಶ್ವದಲ್ಲಿ 7,000 ಕ್ಕೂ ಹೆಚ್ಚು ಭಾಷೆಗಳಿದ್ದು ಅವುಗಳಲ್ಲಿ ಅನೇಕ ಭಾಷೆಗಳು ಅಳಿವಿನಂಚಿನಲ್ಲಿವೆ. ಸ್ಥಳೀಯ ಭಾಷೆಗಳನ್ನು ಕಡೆಗಣಿಸದೆ ಅವುಗಳ ಸಂರಕ್ಷಣೆಗೆ ಎಲ್ಲರೂ ಮುಂದಾಗಬೇಕು. ಮಕ್ಕಳಿಗೆ ಮಾತೃಭಾಷೆಯಲ್ಲಿ ಶಿಕ್ಷಣ ನೀಡುವುದು ಅಗತ್ಯ. ಕನ್ನಡ ನಾಡು ನುಡಿಯ ಬಗ್ಗೆ ಅಭಿಮಾನ ಬೆಳೆಸಿಕೊಳ್ಳಬೇಕು ಎಂದು ಶ್ರೀಗಳು ನುಡಿದರು. ಸಾಹಿತಿಗಳು, ಶಿಕ್ಷಕರು, ವಿದ್ಯಾರ್ಥಿಗಳು ಪಾಲ್ಗೊಂಡಿದ್ದರು.	[486, 1266, 686, 1313]
bottom-story-3-headline: ಸ್ಥಳೀಯ ಭಾಷೆ ಕಡೆಗಣಿಸದಿರಿ: ಶ್ರೀಗಳು	[492, 1150, 650, 1165]
arrow-right-icon: ▸	[116, 1075, 121, 1085]
arrow-right-icon: ▸	[116, 786, 121, 796]
kirusuddi-label: ಕಿರುಸುದ್ದಿ	[86, 101, 146, 123]
news-brief-body-4: •ಮುಂಡರಗಿ: ರೈತನೊಬ್ಬ ಜಮೀನಿನಲ್ಲಿ ಕೆಲಸ ಮುಗಿಸಿ ಬರುತ್ತಿದ್ದಾಗ ವಿದ್ಯುತ್ ತಂತಿ ತಗುಲಿ ಜೋಡೆತ್ತುಗಳು ಸ್ಥಳದಲ್ಲೇ ಸಾವನ್ನಪ್ಪಿದ ಘಟನೆ ನಡೆದಿದೆ. ರೈತನಿಗೆ ಅಂದಾಜು ಒಂದು ಲಕ್ಷ ರೂ.ಗಿಂತ ಹೆಚ್ಚು ನಷ್ಟ ಸಂಭವಿಸಿದ್ದು ಸೂಕ್ತ ಪರಿಹಾರ ನೀಡುವಂತೆ ಗ್ರಾಮಸ್ಥರು ಒತ್ತಾಯಿಸಿದ್ದಾರೆ. ಹೆಸ್ಕಾಂ ಅಧಿಕಾರಿಗಳು ಸ್ಥಳಕ್ಕೆ ಭೇಟಿ ನೀಡಿ ಪರಿಶೀಲಿಸಿದರು.	[30, 483, 198, 530]
market-item-name: ಕಡಲೆ	[38, 831, 53, 841]
page-number: ೧೨	[724, 58, 749, 83]
issue-date: 22 ಫೆಬ್ರವರಿ 2026	[30, 51, 94, 61]
bottom-story-1-caption: •ಲಕ್ಷ್ಮೇಶ್ವರ: ಪುಲಿಗೆರೆ ಉತ್ಸವದ ಅಂಗವಾಗಿ ಪಟ್ಟಣದಲ್ಲಿ ಪಲ್ಲಕ್ಕಿ ಮೆರವಣಿಗೆ ಅದ್ಧೂರಿಯಾಗಿ ನಡೆಯಿತು. ಸಾವಿರಾರು ಭಕ್ತರು ಪಾಲ್ಗೊಂಡಿದ್ದರು.	[30, 1286, 208, 1305]
market-item-range: 1627-4137	[143, 923, 191, 933]
